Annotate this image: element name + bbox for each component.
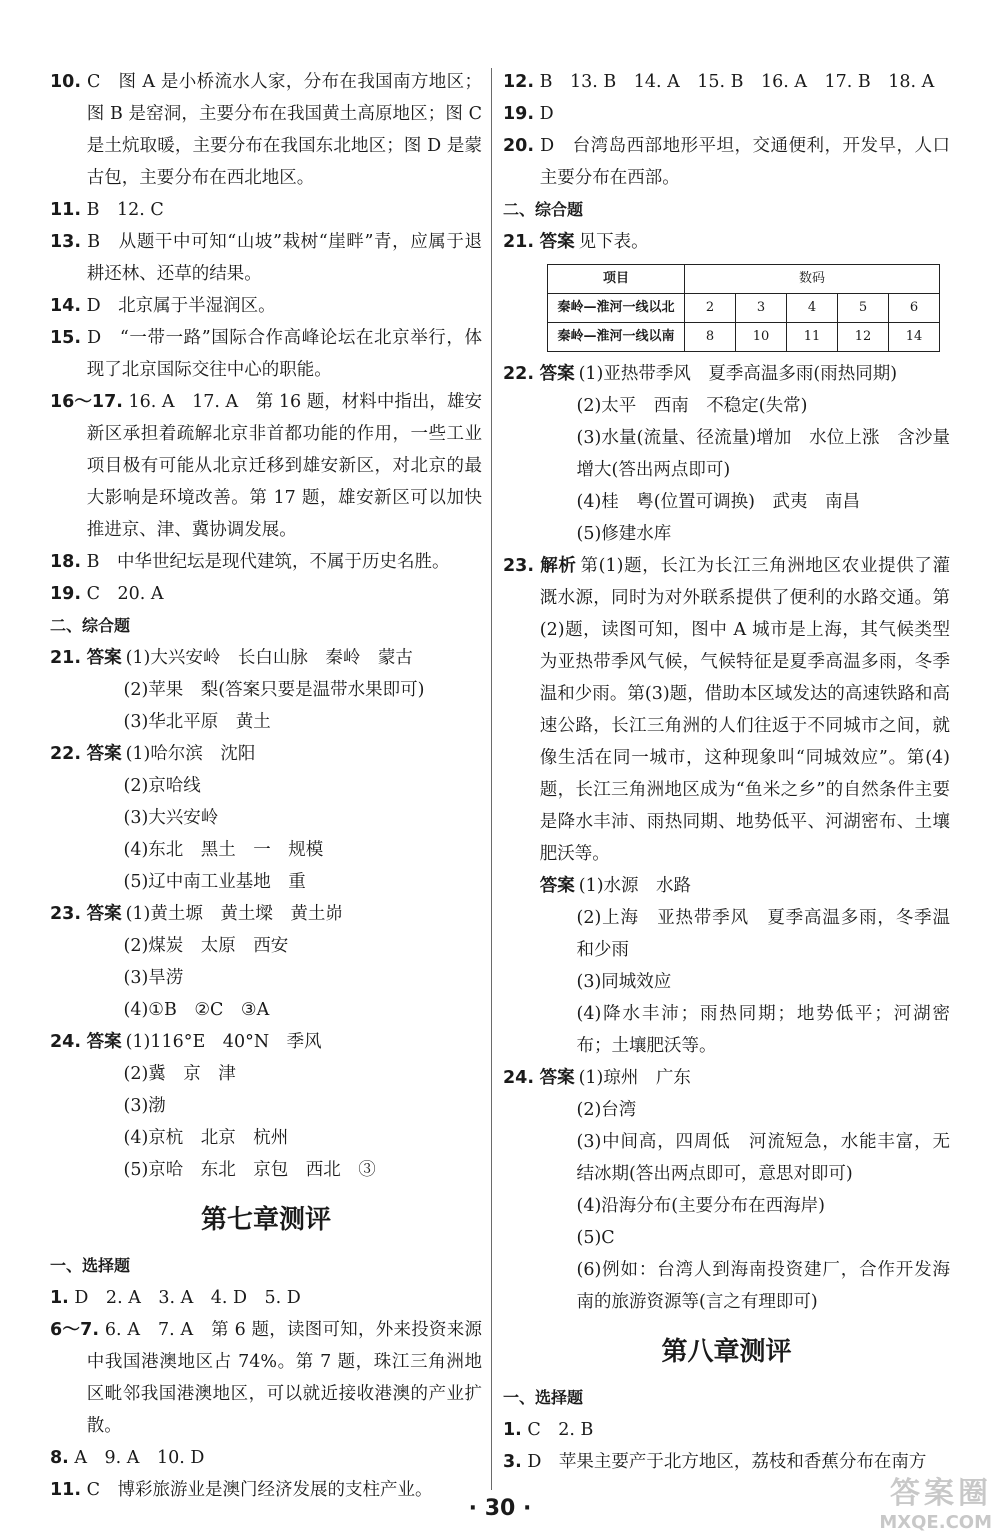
answer-line: (3)同城效应 <box>576 972 672 992</box>
answer-line: (4)京杭 北京 杭州 <box>123 1128 289 1148</box>
section-heading: 二、综合题 <box>503 200 584 219</box>
question-22: 22. 答案 (1)亚热带季风 夏季高温多雨(雨热同期) <box>503 364 898 384</box>
question-item: 1. C 2. B <box>503 1420 594 1440</box>
answer-line: (2)太平 西南 不稳定(失常) <box>576 396 808 416</box>
chapter-8-title: 第八章测评 <box>661 1337 792 1367</box>
question-item: 19. C 20. A <box>50 584 164 604</box>
left-column <box>50 66 482 1506</box>
answer-line: (2)台湾 <box>576 1100 637 1120</box>
question-item: 10. C 图 A 是小桥流水人家，分布在我国南方地区；图 B 是窑洞，主要分布在我国黄土高原地区；图 C 是土炕取暖，主要分布在我国东北地区；图 D 是蒙古包，主要分布在西北地区。 <box>50 72 482 188</box>
answer-question: 24. 答案 (1)116°E 40°N 季风 <box>50 1032 322 1052</box>
answer-line: (2)上海 亚热带季风 夏季高温多雨，冬季温和少雨 <box>576 908 950 960</box>
question-item: 8. A 9. A 10. D <box>50 1448 205 1468</box>
page-number: · 30 · <box>468 1496 532 1521</box>
question-item: 14. D 北京属于半湿润区。 <box>50 296 276 316</box>
watermark-logo: 答案圈 MXQE.COM <box>879 1476 992 1533</box>
table-row: 秦岭—淮河一线以北 2 3 4 5 6 <box>548 294 940 323</box>
answer-line: (4)降水丰沛；雨热同期；地势低平；河湖密布；土壤肥沃等。 <box>576 1004 950 1056</box>
question-24: 24. 答案 (1)琼州 广东 <box>503 1068 691 1088</box>
answer-line: (2)冀 京 津 <box>123 1064 236 1084</box>
question-item: 19. D <box>503 104 554 124</box>
answer-question: 22. 答案 (1)哈尔滨 沈阳 <box>50 744 256 764</box>
answer-line: (2)京哈线 <box>123 776 201 796</box>
question-item: 11. C 博彩旅游业是澳门经济发展的支柱产业。 <box>50 1480 433 1500</box>
answer-question: 23. 答案 (1)黄土塬 黄土墚 黄土峁 <box>50 904 343 924</box>
answer-line: (2)苹果 梨(答案只要是温带水果即可) <box>123 680 425 700</box>
question-item: 3. D 苹果主要产于北方地区，荔枝和香蕉分布在南方 <box>503 1452 927 1472</box>
answer-line: (5)辽中南工业基地 重 <box>123 872 306 892</box>
right-column <box>503 66 950 1478</box>
question-item: 6～7. 6. A 7. A 第 6 题，读图可知，外来投资来源中我国港澳地区占 74%。第 7 题，珠江三角洲地区毗邻我国港澳地区，可以就近接收港澳的产业扩散。 <box>50 1320 482 1436</box>
answer-line: (4)东北 黑土 一 规模 <box>123 840 324 860</box>
question-item: 15. D “一带一路”国际合作高峰论坛在北京举行，体现了北京国际交往中心的职能。 <box>50 328 482 380</box>
table-row: 秦岭—淮河一线以南 8 10 11 12 14 <box>548 323 940 352</box>
section-heading: 一、选择题 <box>50 1256 131 1275</box>
section-heading: 二、综合题 <box>50 616 131 635</box>
answer-line: 答案 (1)水源 水路 <box>539 876 692 896</box>
question-21: 21. 答案 见下表。 <box>503 232 649 252</box>
answer-line: (6)例如：台湾人到海南投资建厂，合作开发海南的旅游资源等(言之有理即可) <box>576 1260 950 1312</box>
answer-line: (3)渤 <box>123 1096 166 1116</box>
answer-line: (3)水量(流量、径流量)增加 水位上涨 含沙量增大(答出两点即可) <box>576 428 950 480</box>
question-item: 18. B 中华世纪坛是现代建筑，不属于历史名胜。 <box>50 552 450 572</box>
question-item: 1. D 2. A 3. A 4. D 5. D <box>50 1288 301 1308</box>
answer-line: (5)修建水库 <box>576 524 672 544</box>
answer-line: (3)中间高，四周低 河流短急，水能丰富，无结冰期(答出两点即可，意思对即可) <box>576 1132 950 1184</box>
answer-line: (3)旱涝 <box>123 968 184 988</box>
answer-line: (5)C <box>576 1228 615 1248</box>
column-divider <box>491 68 492 1490</box>
question-23: 23. 解析 第(1)题，长江为长江三角洲地区农业提供了灌溉水源，同时为对外联系提供了便利的水路交通。第(2)题，读图可知，图中 A 城市是上海，其气候类型为亚热带季风气候，气候特征是夏季高温多雨，冬季温和少雨。第(3)题，借助本区域发达的高速铁路和高速公路，长江三角洲的人们往返于不同城市之间，就像生活在同一城市，这种现象叫“同城效应”。第(4)题，长江三角洲地区成为“鱼米之乡”的自然条件主要是降水丰沛、雨热同期、地势低平、河湖密布、土壤肥沃等。 <box>503 556 951 864</box>
answer-line: (3)华北平原 黄土 <box>123 712 271 732</box>
question-item: 20. D 台湾岛西部地形平坦，交通便利，开发早，人口主要分布在西部。 <box>503 136 950 188</box>
section-heading: 一、选择题 <box>503 1388 584 1407</box>
question-item: 11. B 12. C <box>50 200 164 220</box>
answer-line: (2)煤炭 太原 西安 <box>123 936 289 956</box>
answer-line: (3)大兴安岭 <box>123 808 219 828</box>
answer-line: (4)①B ②C ③A <box>123 1000 270 1020</box>
question-item: 12. B 13. B 14. A 15. B 16. A 17. B 18. A <box>503 72 935 92</box>
answer-table <box>547 264 940 352</box>
answer-question: 21. 答案 (1)大兴安岭 长白山脉 秦岭 蒙古 <box>50 648 413 668</box>
question-item: 13. B 从题干中可知“山坡”栽树“崖畔”青，应属于退耕还林、还草的结果。 <box>50 232 482 284</box>
answer-line: (5)京哈 东北 京包 西北 ③ <box>123 1160 376 1180</box>
answer-line: (4)沿海分布(主要分布在西海岸) <box>576 1196 825 1216</box>
question-item: 16～17. 16. A 17. A 第 16 题，材料中指出，雄安新区承担着疏解北京非首都功能的作用，一些工业项目极有可能从北京迁移到雄安新区，对北京的最大影响是环境改善。第 17 题，雄安新区可以加快推进京、津、冀协调发展。 <box>50 392 482 540</box>
table-header-digits: 数码 <box>685 265 940 294</box>
table-header-item: 项目 <box>548 265 685 294</box>
chapter-7-title: 第七章测评 <box>200 1205 331 1235</box>
answer-line: (4)桂 粤(位置可调换) 武夷 南昌 <box>576 492 860 512</box>
